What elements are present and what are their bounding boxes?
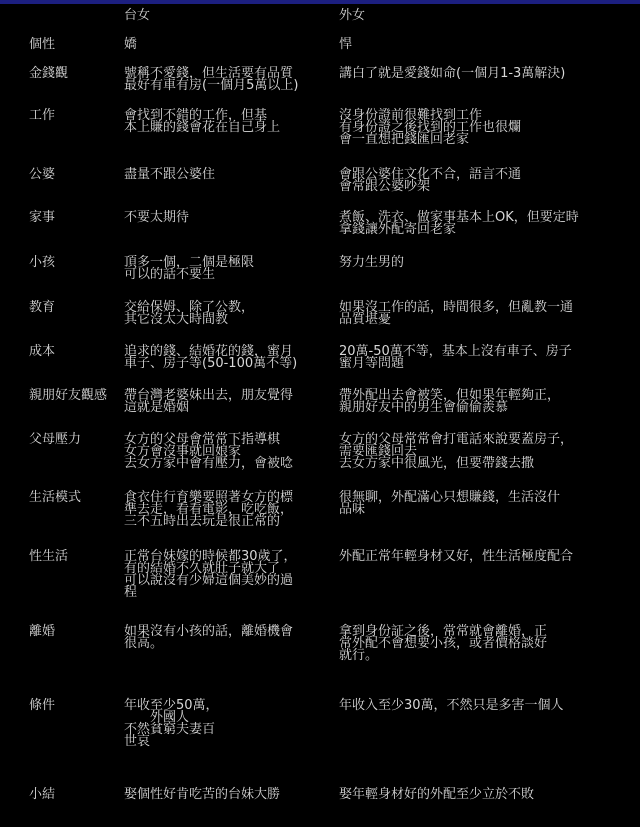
top-bar (0, 0, 640, 4)
foreign-cell: 講白了就是愛錢如命(一個月1-3萬解決) (339, 66, 566, 81)
taiwanese-cell: 會找到不錯的工作，但基 本上賺的錢會花在自己身上 (124, 108, 281, 135)
foreign-cell: 煮飯、洗衣、做家事基本上OK，但要定時 拿錢讓外配寄回老家 (339, 210, 579, 237)
foreign-cell: 外配正常年輕身材又好，性生活極度配合 (339, 549, 574, 564)
row-label: 金錢觀 (29, 66, 69, 81)
taiwanese-cell: 追求的錢、結婚花的錢，蜜月 車子、房子等(50-100萬不等) (124, 344, 298, 371)
row-label: 離婚 (29, 624, 56, 639)
taiwanese-cell: 不要太期待 (124, 210, 190, 225)
row-label: 性生活 (29, 549, 69, 564)
row-label: 生活模式 (29, 490, 82, 505)
row-label: 工作 (29, 108, 56, 123)
taiwanese-cell: 號稱不愛錢，但生活要有品質 最好有車有房(一個月5萬以上) (124, 66, 299, 93)
taiwanese-cell: 帶台灣老婆妹出去，朋友覺得 這就是婚姻 (124, 388, 294, 415)
taiwanese-cell: 年收至少50萬， 外國人 不然貧窮夫妻百 世哀 (124, 698, 219, 749)
foreign-cell: 娶年輕身材好的外配至少立於不敗 (339, 787, 535, 802)
taiwanese-cell: 娶個性好肯吃苦的台妹大勝 (124, 787, 281, 802)
row-label: 家事 (29, 210, 56, 225)
row-label: 個性 (29, 37, 56, 52)
foreign-cell: 很無聊，外配滿心只想賺錢，生活沒什 品味 (339, 490, 561, 517)
foreign-cell: 女方的父母常常會打電話來說要蓋房子， 需要匯錢回去 去女方家中很風光，但要帶錢去撒 (339, 432, 574, 471)
taiwanese-cell: 頂多一個，二個是極限 可以的話不要生 (124, 255, 255, 282)
header-taiwanese-women: 台女 (124, 8, 151, 23)
foreign-cell: 如果沒工作的話，時間很多，但亂教一通 品質堪憂 (339, 300, 574, 327)
taiwanese-cell: 女方的父母會常常下指導棋 女方會沒事就回娘家 去女方家中會有壓力，會被唸 (124, 432, 294, 471)
foreign-cell: 帶外配出去會被笑，但如果年輕夠正， 親朋好友中的男生會偷偷羨慕 (339, 388, 561, 415)
foreign-cell: 沒身份證前很難找到工作 有身份證之後找到的工作也很爛 會一直想把錢匯回老家 (339, 108, 522, 147)
foreign-cell: 努力生男的 (339, 255, 405, 270)
row-label: 小結 (29, 787, 56, 802)
foreign-cell: 20萬-50萬不等，基本上沒有車子、房子 蜜月等問題 (339, 344, 572, 371)
row-label: 父母壓力 (29, 432, 82, 447)
taiwanese-cell: 交給保姆、除了公教， 其它沒太大時間教 (124, 300, 255, 327)
row-label: 成本 (29, 344, 56, 359)
row-label: 小孩 (29, 255, 56, 270)
foreign-cell: 會跟公婆住文化不合，語言不通 會常跟公婆吵架 (339, 167, 522, 194)
row-label: 條件 (29, 698, 56, 713)
taiwanese-cell: 盡量不跟公婆住 (124, 167, 216, 182)
taiwanese-cell: 正常台妹嫁的時候都30歲了， 有的結婚不久就肚子就大了 可以說沒有少婦這個美妙的過 程 (124, 549, 297, 600)
row-label: 教育 (29, 300, 56, 315)
taiwanese-cell: 如果沒有小孩的話，離婚機會 很高。 (124, 624, 294, 651)
header-foreign-women: 外女 (339, 8, 366, 23)
taiwanese-cell: 食衣住行育樂要照著女方的標 準去走，看看電影，吃吃飯， 三不五時出去玩是很正常的 (124, 490, 294, 529)
foreign-cell: 年收入至少30萬，不然只是多害一個人 (339, 698, 564, 713)
row-label: 公婆 (29, 167, 56, 182)
foreign-cell: 拿到身份証之後，常常就會離婚，正 常外配不會想要小孩，或者價格談好 就行。 (339, 624, 548, 663)
row-label: 親朋好友觀感 (29, 388, 108, 403)
taiwanese-cell: 嬌 (124, 37, 138, 52)
foreign-cell: 悍 (339, 37, 353, 52)
